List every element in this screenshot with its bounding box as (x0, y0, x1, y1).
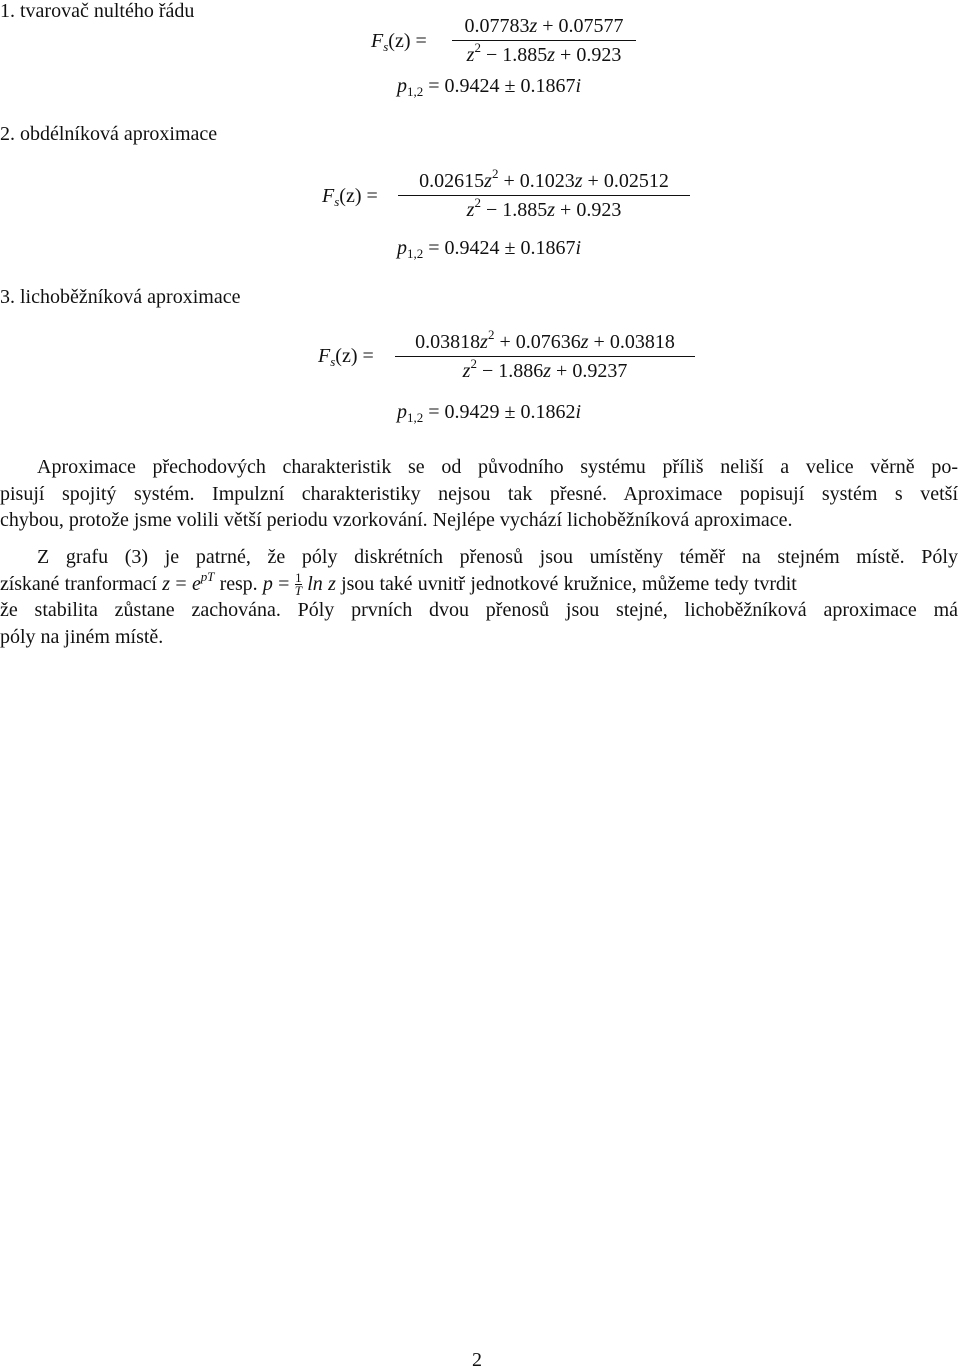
denominator (395, 356, 695, 383)
math-term: 0.07783 (464, 15, 530, 37)
math-term: + 0.02512 (582, 170, 669, 192)
fraction-bar (398, 195, 690, 196)
math-term: + 0.923 (555, 199, 622, 221)
math-variable: z (529, 15, 538, 37)
math-exponent: 2 (491, 166, 499, 181)
page-number: 2 (472, 1349, 482, 1371)
math-term: + 0.9237 (551, 360, 628, 382)
math-term: − 1.885 (480, 199, 548, 221)
math-term: 0.02615 (419, 170, 485, 192)
section-heading-3: 3. lichoběžníková aproximace (0, 286, 241, 308)
math-exponent: 2 (474, 40, 481, 55)
paragraph-line: chybou, protože jsme volili větší periodu vzorkování. Nejlépe vychází lichoběžníková aproximace. (0, 509, 793, 531)
transfer-function-1 (452, 15, 636, 67)
paragraph-line: že stabilita zůstane zachována. Póly prvních dvou přenosů jsou stejné, lichoběžníková aproximace má (0, 599, 958, 622)
math-variable: z (543, 360, 552, 382)
math-variable: z (466, 44, 475, 66)
math-variable: z (466, 199, 475, 221)
inline-fraction-1-over-T: $\frac{1}{T}$ (294, 570, 302, 599)
math-term: + 0.923 (555, 44, 622, 66)
paragraph-line-math: získané tranformací $z = e^{pT}$ resp. p = $\frac{1}{T}$ ln z jsou také uvnitř jednotkové kružnice, můžeme tedy tvrdit (0, 568, 797, 599)
paragraph-line: pisují spojitý systém. Impulzní charakteristiky nejsou tak přesné. Aproximace popisují systém s vetší (0, 482, 958, 505)
math-variable: z (462, 360, 471, 382)
denominator (398, 195, 690, 222)
paragraph-line: Aproximace přechodových charakteristik se od původního systému příliš neliší a velice věrně po- (37, 456, 958, 478)
transfer-function-2 (398, 166, 690, 222)
math-term: − 1.886 (476, 360, 544, 382)
math-term: + 0.07636 (494, 331, 581, 353)
math-exponent: 2 (470, 356, 477, 371)
equation-lhs-2: $F_s(z)$ = (322, 185, 378, 209)
math-variable: z (574, 170, 583, 192)
math-term: − 1.885 (480, 44, 548, 66)
denominator (452, 40, 636, 67)
math-variable: z (547, 199, 556, 221)
paragraph-line: póly na jiném místě. (0, 625, 164, 648)
math-variable: z (480, 331, 488, 353)
poles-1: $p_{1,2} = 0.9424 \pm 0.1867i$ (397, 75, 582, 99)
poles-3: $p_{1,2} = 0.9429 \pm 0.1862i$ (397, 401, 582, 425)
paragraph-approximation-summary (0, 454, 958, 534)
equation-lhs-1: $F_s(z)$ = (371, 30, 427, 54)
numerator (452, 15, 636, 38)
math-variable: z (484, 170, 492, 192)
paragraph-line: Z grafu (3) je patrné, že póly diskrétních přenosů jsou umístěny téměř na stejném místě. Póly (37, 546, 958, 568)
transfer-function-3 (395, 327, 695, 383)
equation-lhs-3: $F_s(z)$ = (318, 345, 374, 369)
lhs-arg: (z) = (388, 30, 427, 52)
section-heading-2: 2. obdélníková aproximace (0, 123, 218, 145)
math-term: + 0.1023 (498, 170, 575, 192)
poles-2: $p_{1,2} = 0.9424 \pm 0.1867i$ (397, 237, 582, 261)
math-variable: z (547, 44, 556, 66)
math-term: + 0.03818 (588, 331, 675, 353)
math-exponent: 2 (474, 195, 481, 210)
math-exponent: 2 (487, 327, 495, 342)
fraction-bar (395, 356, 695, 357)
math-term: 0.03818 (415, 331, 481, 353)
numerator (395, 327, 695, 354)
paragraph-pole-analysis (0, 544, 958, 650)
math-variable: z (580, 331, 589, 353)
math-term: + 0.07577 (537, 15, 624, 37)
section-heading-1: 1. tvarovač nultého řádu (0, 0, 195, 22)
numerator (398, 166, 690, 193)
